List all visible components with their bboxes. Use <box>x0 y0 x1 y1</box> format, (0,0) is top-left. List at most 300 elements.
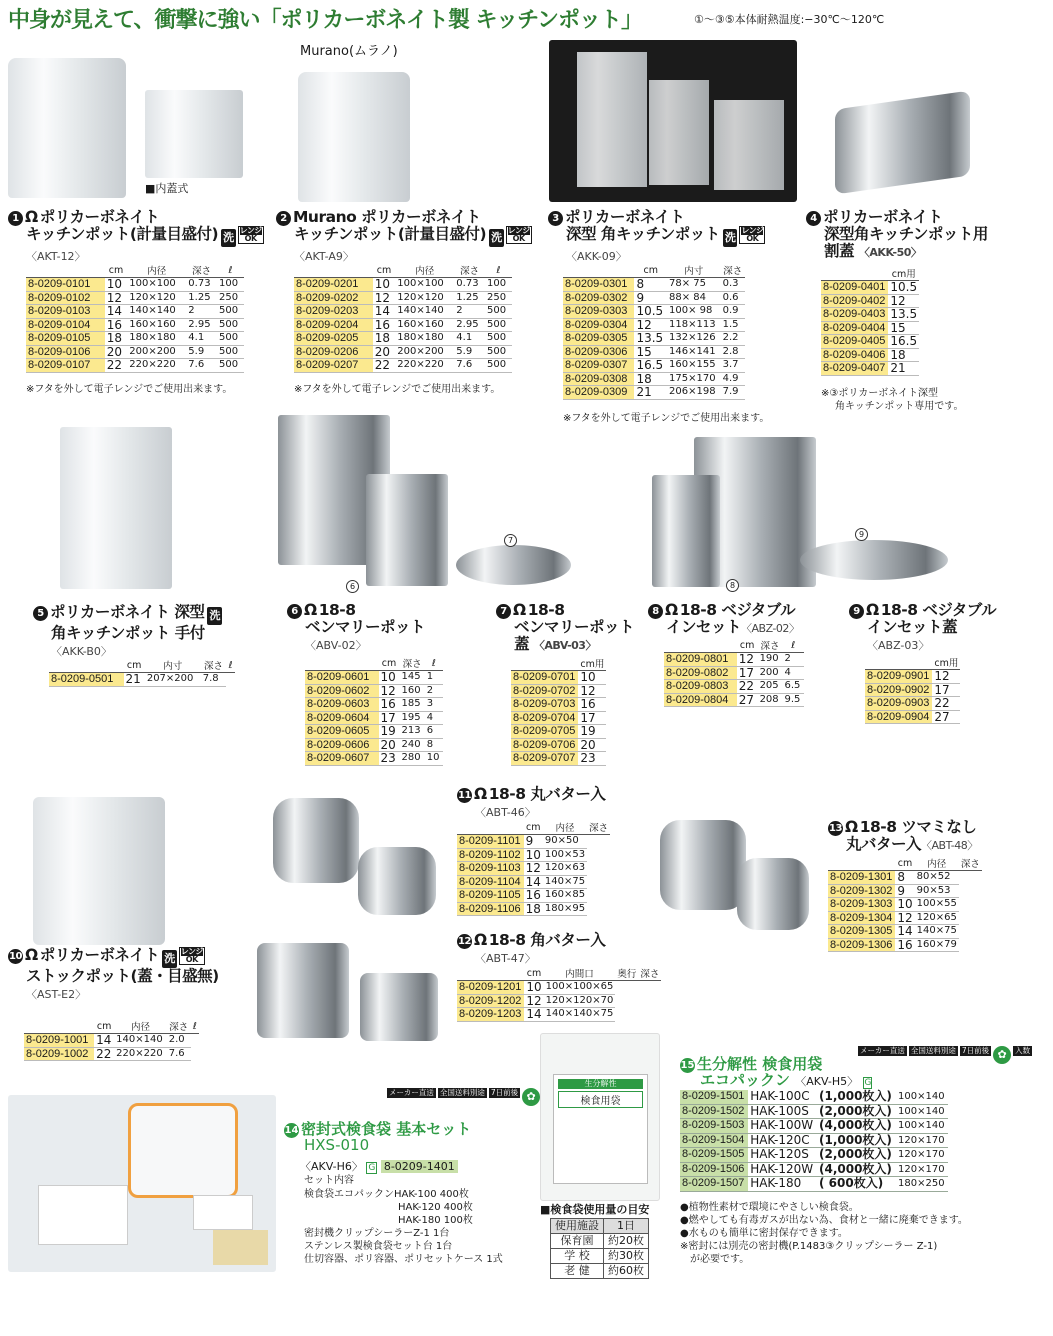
omega-mark: Ω <box>513 601 526 619</box>
bag-note: ※密封には別売の密封機(P.1483③クリップシーラー Z-1) <box>680 1241 938 1252</box>
table-row <box>563 359 745 373</box>
spec-cell: 9 <box>634 291 667 305</box>
quantity-badge: 入数 <box>1015 1046 1031 1055</box>
bag-cell: ( 600枚入) <box>817 1177 896 1192</box>
spec-cell: 140×140 <box>114 1034 167 1048</box>
spec-cell: 1.5 <box>721 318 745 332</box>
table-row <box>828 898 982 912</box>
spec-cell: 10 <box>373 278 396 292</box>
spec-cell: 146×141 <box>667 345 721 359</box>
product-code: 〈ABT-48〉 <box>921 839 978 852</box>
item-code-cell: 8-0209-1502 <box>680 1104 748 1119</box>
bag-cell: HAK-120W <box>748 1162 817 1177</box>
table-row <box>680 1133 948 1148</box>
product-name-2: 深型 角キッチンポット <box>566 225 720 243</box>
spec-cell: 160 <box>400 684 425 698</box>
product-name-2: キッチンポット(計量目盛付) <box>26 225 219 243</box>
table-row <box>457 902 610 916</box>
spec-cell: 19 <box>578 725 606 739</box>
product-number: 9 <box>849 604 864 619</box>
product-name: 18-8 角バター入 <box>488 931 606 949</box>
spec-cell: 120×65 <box>916 911 957 923</box>
spec-cell: 2.0 <box>167 1034 191 1048</box>
spec-table-12: cm 内間口 奥行 深さ 8-0209-1201 10 100×100×65 8-0209-1202 12 120×120×70 8-0209-1203 14 140×140×75 <box>459 967 660 1021</box>
table-row <box>457 848 610 862</box>
spec-table-9: cm用 8-0209-0901 12 8-0209-0902 17 8-0209-0903 22 8-0209-0904 27 <box>865 655 960 724</box>
item-code-cell: 8-0209-0703 <box>511 698 578 712</box>
product-number: 2 <box>276 211 291 226</box>
product-name-3: 蓋 <box>514 635 530 653</box>
table-row <box>26 345 244 359</box>
spec-cell: 500 <box>485 345 512 359</box>
spec-cell: 7.6 <box>454 359 485 373</box>
product-number: 7 <box>496 604 511 619</box>
table-row <box>563 305 745 319</box>
item-code-cell: 8-0209-0309 <box>563 386 634 400</box>
item-code-cell: 8-0209-1106 <box>457 902 524 916</box>
table-row <box>26 291 244 305</box>
bag-cell: (1,000枚入) <box>817 1090 896 1104</box>
spec-cell: 18 <box>373 332 396 346</box>
microwave-badge: レンジ OK <box>741 226 764 243</box>
table-row <box>821 321 919 335</box>
table-row <box>563 345 745 359</box>
spec-cell: 90×50 <box>543 835 587 849</box>
spec-cell: 7.9 <box>721 386 745 400</box>
product-number: 14 <box>284 1125 299 1136</box>
spec-cell: 185 <box>400 698 425 712</box>
table-row <box>680 1177 948 1192</box>
item-code-cell: 8-0209-0405 <box>821 335 888 349</box>
inner-lid-caption: ■内蓋式 <box>145 182 189 195</box>
usage-title: ■検食袋使用量の目安 <box>540 1203 650 1216</box>
table-row <box>680 1104 948 1119</box>
spec-cell: 250 <box>217 291 244 305</box>
spec-cell: 206×198 <box>667 386 721 400</box>
spec-cell: 8 <box>425 738 443 752</box>
item-code-cell: 8-0209-1504 <box>680 1133 748 1148</box>
spec-cell: 180×95 <box>544 902 586 914</box>
table-row <box>511 698 606 712</box>
spec-cell: 140×75 <box>916 925 957 936</box>
murano-label: Murano(ムラノ) <box>300 44 398 59</box>
product-name-2: HXS-010 <box>304 1136 370 1154</box>
table-row <box>511 752 606 766</box>
table-row <box>24 1047 199 1061</box>
spec-cell: 10 <box>425 752 443 766</box>
spec-cell: 500 <box>485 359 512 373</box>
spec-cell: 9.5 <box>782 693 804 707</box>
spec-cell: 100×53 <box>544 848 586 860</box>
spec-cell: 7.6 <box>186 359 217 373</box>
microwave-badge: レンジ OK <box>507 226 530 243</box>
item-code-cell: 8-0209-0402 <box>821 294 888 308</box>
item-code-cell: 8-0209-1303 <box>828 898 895 912</box>
spec-cell: 180×180 <box>127 332 186 346</box>
product-code: 〈AKK-50〉 <box>858 246 922 259</box>
bag-cell: (2,000枚入) <box>817 1104 896 1119</box>
table-row <box>563 291 745 305</box>
product-photo-round-butter-large <box>273 798 359 883</box>
item-code-cell: 8-0209-0704 <box>511 711 578 725</box>
spec-cell: 2.8 <box>721 345 745 359</box>
spec-cell: 18 <box>105 332 128 346</box>
product-number: 13 <box>829 823 842 834</box>
spec-cell: 16 <box>578 698 606 712</box>
item-code-cell: 8-0209-0304 <box>563 318 634 332</box>
wash-badge: 洗 <box>489 229 504 247</box>
product-photo-round-butter-small <box>358 847 436 915</box>
product-photo-square-pots <box>549 40 797 202</box>
spec-table-4: cm用 8-0209-0401 10.5 8-0209-0402 12 8-0209-0403 13.5 8-0209-0404 15 8-0209-0405 16.5 8-0209-0406 18 8-0209-0407 21 <box>821 266 919 376</box>
spec-cell: 200×200 <box>127 345 186 359</box>
bag-cell: HAK-100W <box>748 1119 817 1134</box>
table-row <box>664 666 804 680</box>
spec-cell: 120×120 <box>127 291 186 305</box>
item-code-cell: 8-0209-0106 <box>26 345 105 359</box>
eco-leaf-icon: ✿ <box>522 1088 540 1106</box>
product-name: 生分解性 検食用袋 <box>697 1055 823 1073</box>
product-name-2: 角キッチンポット 手付 <box>51 624 205 642</box>
item-code-cell: 8-0209-0705 <box>511 725 578 739</box>
table-row <box>457 835 610 849</box>
table-row <box>26 359 244 373</box>
product-name: ポリカーボネイト <box>39 946 160 964</box>
spec-cell: 21 <box>124 673 145 687</box>
spec-cell: 16.5 <box>890 334 918 348</box>
table-row <box>305 725 443 739</box>
omega-mark: Ω <box>866 601 879 619</box>
spec-cell: 4.9 <box>721 372 745 386</box>
spec-cell: 12 <box>888 294 919 308</box>
table-row <box>563 372 745 386</box>
spec-cell: 140×75 <box>544 875 586 887</box>
item-code-cell: 8-0209-0401 <box>821 281 888 295</box>
spec-cell: 12 <box>373 291 396 305</box>
table-row <box>563 386 745 400</box>
product-note: ※フタを外して電子レンジでご使用出来ます。 <box>294 384 501 395</box>
spec-table-10: cm 内径 深さ ℓ 8-0209-1001 14 140×140 2.0 8-0209-1002 22 220×220 7.6 <box>24 1019 199 1061</box>
product-number: 5 <box>33 606 48 621</box>
bag-cell: (1,000枚入) <box>817 1133 896 1148</box>
product-number: 10 <box>9 951 22 962</box>
spec-cell: 78× 75 <box>667 278 721 292</box>
spec-cell: 160×79 <box>916 938 957 950</box>
bag-table <box>680 1090 948 1192</box>
spec-cell: 10 <box>897 897 913 911</box>
product-code: 〈ABT-46〉 <box>475 806 536 819</box>
spec-cell: 16 <box>105 318 128 332</box>
set-line: ステンレス製検食袋セット台 1台 <box>304 1241 453 1252</box>
product-name: 18-8 <box>527 601 565 619</box>
spec-cell: 15 <box>634 345 667 359</box>
spec-cell: 12 <box>932 670 960 684</box>
table-row <box>294 318 512 332</box>
product-photo-bain-marie-small <box>366 474 448 586</box>
product-number: 6 <box>287 604 302 619</box>
wash-badge: 洗 <box>162 950 177 968</box>
product-name: ポリカーボネイト 深型 <box>50 603 205 621</box>
spec-cell: 12 <box>578 684 606 698</box>
product-number: 11 <box>458 790 471 801</box>
spec-cell: 160×155 <box>667 359 721 373</box>
item-code-cell: 8-0209-0307 <box>563 359 634 373</box>
item-code-cell: 8-0209-0308 <box>563 372 634 386</box>
spec-table-1: cm 内径 深さ ℓ 8-0209-0101 10 100×100 0.73 100 8-0209-0102 12 120×120 1.25 250 8-0209-0103 14 140×140 2 500 8-0209-0104 16 160×160 2.95 500 8-0209-0105 18 180×180 4.1 500 8-0209-0106 20 200×200 5.9 500 8-0209-0107 22 220×220 7.6 500 <box>26 263 244 373</box>
delivery-badge: 7日前後 <box>490 1088 519 1097</box>
table-row <box>551 1264 649 1279</box>
table-row <box>305 684 443 698</box>
spec-cell: 21 <box>888 362 919 376</box>
spec-cell: 100× 98 <box>667 305 721 319</box>
item-code-cell: 8-0209-1105 <box>457 889 524 903</box>
spec-cell: 0.3 <box>721 278 745 292</box>
spec-cell: 10 <box>379 671 400 685</box>
spec-cell: 160×85 <box>544 889 586 900</box>
table-row <box>457 862 610 876</box>
table-row <box>865 683 960 697</box>
spec-cell: 208 <box>758 693 783 707</box>
usage-table: 使用施設 1日 保育園 約20枚 学 校 約30枚 老 健 約60枚 <box>550 1218 649 1279</box>
spec-table-13: cm 内径 深さ 8-0209-1301 8 80×52 8-0209-1302 9 90×53 8-0209-1303 10 100×55 8-0209-1304 12 120×65 8-0209-1305 14 140×75 8-0209-1306 16 160×79 <box>830 857 980 952</box>
table-row <box>457 889 610 903</box>
spec-cell: 16 <box>379 698 400 712</box>
spec-cell: 0.73 <box>186 278 217 292</box>
item-code-cell: 8-0209-1101 <box>457 835 524 849</box>
spec-cell: 145 <box>400 671 425 685</box>
delivery-badge: 7日前後 <box>961 1046 990 1055</box>
product-photo-murano <box>298 72 410 202</box>
product-photo-inset-lid <box>800 540 948 580</box>
item-code-cell: 8-0209-0406 <box>821 348 888 362</box>
direct-ship-badge: メーカー直送 <box>860 1046 905 1055</box>
set-line: 仕切容器、ポリ容器、ポリセットケース 1式 <box>304 1254 503 1265</box>
spec-table-5: cm 内寸 深さ ℓ 8-0209-0501 21 207×200 7.8 <box>49 658 235 687</box>
product-photo-knobless-butter-large <box>660 820 746 910</box>
spec-cell: 500 <box>217 332 244 346</box>
item-code-cell: 8-0209-0702 <box>511 684 578 698</box>
item-code-cell: 8-0209-1103 <box>457 862 524 876</box>
bag-cell: HAK-120S <box>748 1148 817 1163</box>
bag-cell: HAK-100C <box>748 1090 817 1104</box>
table-row <box>551 1234 649 1249</box>
table-row <box>680 1162 948 1177</box>
table-row <box>664 653 804 667</box>
product-name-2: インセット <box>666 618 742 636</box>
spec-cell: 16 <box>373 318 396 332</box>
item-code-cell: 8-0209-1505 <box>680 1148 748 1163</box>
spec-cell: 7.8 <box>201 673 226 687</box>
spec-cell: 16.5 <box>634 359 667 373</box>
spec-cell: 120×63 <box>544 862 586 873</box>
bag-cell: 100×140 <box>896 1119 948 1134</box>
product-number: 12 <box>458 936 471 947</box>
spec-cell: 15 <box>888 321 919 335</box>
item-code-cell: 8-0209-0404 <box>821 321 888 335</box>
set-line: 検食袋エコパックンHAK-100 400枚 <box>304 1189 469 1200</box>
omega-mark: Ω <box>845 818 858 836</box>
spec-cell: 20 <box>373 345 396 359</box>
item-code-cell: 8-0209-0105 <box>26 332 105 346</box>
spec-cell: 1.25 <box>186 291 217 305</box>
table-row <box>305 752 443 766</box>
spec-cell: 10 <box>525 847 541 862</box>
bag-label: 検食用袋 <box>558 1091 643 1108</box>
spec-cell: 10.5 <box>890 280 918 294</box>
table-row <box>294 278 512 292</box>
spec-cell: 140×140 <box>395 305 454 319</box>
item-code-cell: 8-0209-1104 <box>457 875 524 889</box>
product-code: 〈ABT-47〉 <box>475 952 536 965</box>
product-photo-knobless-butter-small <box>737 858 809 930</box>
table-row <box>457 875 610 889</box>
spec-cell: 17 <box>737 666 758 680</box>
item-code-cell: 8-0209-1501 <box>680 1090 748 1104</box>
product-name: 18-8 ツマミなし <box>859 818 977 836</box>
table-row <box>821 362 919 376</box>
table-row <box>680 1119 948 1134</box>
spec-cell: 21 <box>634 386 667 400</box>
table-row <box>563 318 745 332</box>
spec-cell: 0.6 <box>721 291 745 305</box>
table-row <box>828 884 982 898</box>
spec-cell: 17 <box>379 711 400 725</box>
product-code: 〈ABZ-02〉 <box>741 622 800 635</box>
spec-cell: 280 <box>400 752 425 766</box>
item-code-cell: 8-0209-0605 <box>305 725 379 739</box>
spec-cell: 17 <box>578 711 606 725</box>
spec-cell: 250 <box>485 291 512 305</box>
spec-cell: 12 <box>737 653 758 667</box>
table-row <box>664 680 804 694</box>
spec-cell: 140×140 <box>127 305 186 319</box>
bag-cell: 100×140 <box>896 1104 948 1119</box>
table-row <box>26 332 244 346</box>
spec-table-3: cm 内寸 深さ 8-0209-0301 8 78× 75 0.3 8-0209-0302 9 88× 84 0.6 8-0209-0303 10.5 100× 98 0.9 8-0209-0304 12 118×113 1.5 8-0209-0305 13.5 132×126 2.2 8-0209-0306 15 146×141 2.8 8-0209-0307 16.5 160×155 3.7 8-0209-0308 18 175×170 4.9 8-0209-0309 21 206×198 7.9 <box>563 263 745 400</box>
table-row <box>24 1034 199 1048</box>
spec-cell: 500 <box>217 305 244 319</box>
item-code-cell: 8-0209-1305 <box>828 925 895 939</box>
product-code: 〈ABV-02〉 <box>305 639 367 652</box>
spec-cell: 4 <box>425 711 443 725</box>
product-name: ポリカーボネイト <box>823 208 943 226</box>
item-code-cell: 8-0209-0603 <box>305 698 379 712</box>
table-row <box>511 684 606 698</box>
product-name: Murano ポリカーボネイト <box>293 208 481 226</box>
table-row <box>26 278 244 292</box>
table-row <box>865 710 960 724</box>
omega-mark: Ω <box>25 208 38 226</box>
spec-cell: 90×53 <box>915 884 959 898</box>
spec-cell: 500 <box>485 318 512 332</box>
shipping-badge: 全国送料別途 <box>910 1046 956 1055</box>
table-row <box>511 671 606 685</box>
spec-cell: 140×140×75 <box>545 1008 614 1019</box>
spec-cell: 88× 84 <box>667 291 721 305</box>
omega-mark: Ω <box>474 931 487 949</box>
spec-cell: 3.7 <box>721 359 745 373</box>
product-number: 3 <box>548 211 563 226</box>
item-code-cell: 8-0209-0802 <box>664 666 737 680</box>
spec-cell: 1.25 <box>454 291 485 305</box>
table-row <box>680 1090 948 1104</box>
spec-cell: 160×160 <box>127 318 186 332</box>
spec-cell: 22 <box>737 680 758 694</box>
product-note: ※フタを外して電子レンジでご使用出来ます。 <box>26 384 233 395</box>
set-line: 密封機クリップシーラーZ-1 1台 <box>304 1228 450 1239</box>
product-note: ※③ポリカーボネイト深型 <box>821 388 939 399</box>
spec-cell: 14 <box>373 305 396 319</box>
table-row <box>305 711 443 725</box>
product-number: 4 <box>806 211 821 226</box>
product-name-2: キッチンポット(計量目盛付) <box>294 225 487 243</box>
table-row <box>821 348 919 362</box>
spec-cell: 18 <box>525 901 541 916</box>
bag-cell: HAK-100S <box>748 1104 817 1119</box>
table-row <box>305 698 443 712</box>
spec-cell: 4 <box>782 666 804 680</box>
product-note: ※フタを外して電子レンジでご使用出来ます。 <box>563 413 770 424</box>
table-row <box>680 1148 948 1163</box>
spec-cell: 23 <box>578 752 606 766</box>
item-code-cell: 8-0209-1001 <box>24 1034 94 1048</box>
spec-cell: 220×220 <box>114 1047 167 1061</box>
usage-cell: 保育園 <box>551 1234 604 1249</box>
item-code-cell: 8-0209-0701 <box>511 671 578 685</box>
table-row <box>664 693 804 707</box>
bag-cell: 180×250 <box>896 1177 948 1192</box>
table-row <box>865 670 960 684</box>
direct-ship-badge: メーカー直送 <box>389 1088 434 1097</box>
photo-label: 8 <box>726 579 739 592</box>
spec-cell: 14 <box>897 924 913 938</box>
product-name: ポリカーボネイト <box>565 208 685 226</box>
table-row <box>821 335 919 349</box>
bag-cell: (4,000枚入) <box>817 1119 896 1134</box>
spec-cell: 8 <box>895 871 914 885</box>
bag-cell: 120×170 <box>896 1148 948 1163</box>
item-code-cell: 8-0209-0804 <box>664 693 737 707</box>
spec-cell: 132×126 <box>667 332 721 346</box>
spec-cell: 2.2 <box>721 332 745 346</box>
table-row <box>305 738 443 752</box>
omega-mark: Ω <box>304 601 317 619</box>
table-row <box>26 305 244 319</box>
product-name-2: エコパックン <box>700 1071 791 1089</box>
spec-cell: 22 <box>932 697 960 711</box>
product-photo-split-lid <box>835 91 970 195</box>
spec-cell: 6.5 <box>782 680 804 694</box>
bag-note: ●植物性素材で環境にやさしい検食袋。 <box>680 1202 859 1213</box>
item-code-cell: 8-0209-1203 <box>457 1008 524 1022</box>
spec-cell: 500 <box>217 318 244 332</box>
table-row <box>551 1249 649 1264</box>
spec-cell: 120×120 <box>395 291 454 305</box>
item-code-cell: 8-0209-0606 <box>305 738 379 752</box>
spec-cell: 207×200 <box>145 673 201 687</box>
product-photo-inner-lid <box>145 90 243 178</box>
spec-cell: 8 <box>634 278 667 292</box>
spec-table-6: cm 深さ ℓ 8-0209-0601 10 145 1 8-0209-0602 12 160 2 8-0209-0603 16 185 3 8-0209-0604 17 195 4 8-0209-0605 19 213 6 8-0209-0606 20 240 8 8-0209-0607 23 280 10 <box>305 656 443 766</box>
product-photo-bain-marie-lid <box>456 545 571 585</box>
spec-cell: 6 <box>425 725 443 739</box>
usage-cell: 老 健 <box>551 1264 604 1279</box>
product-name: 密封式検食袋 基本セット <box>301 1120 472 1138</box>
spec-cell: 12 <box>105 291 128 305</box>
usage-cell: 学 校 <box>551 1249 604 1264</box>
bag-cell: HAK-180 <box>748 1177 817 1192</box>
spec-cell: 0.73 <box>454 278 485 292</box>
